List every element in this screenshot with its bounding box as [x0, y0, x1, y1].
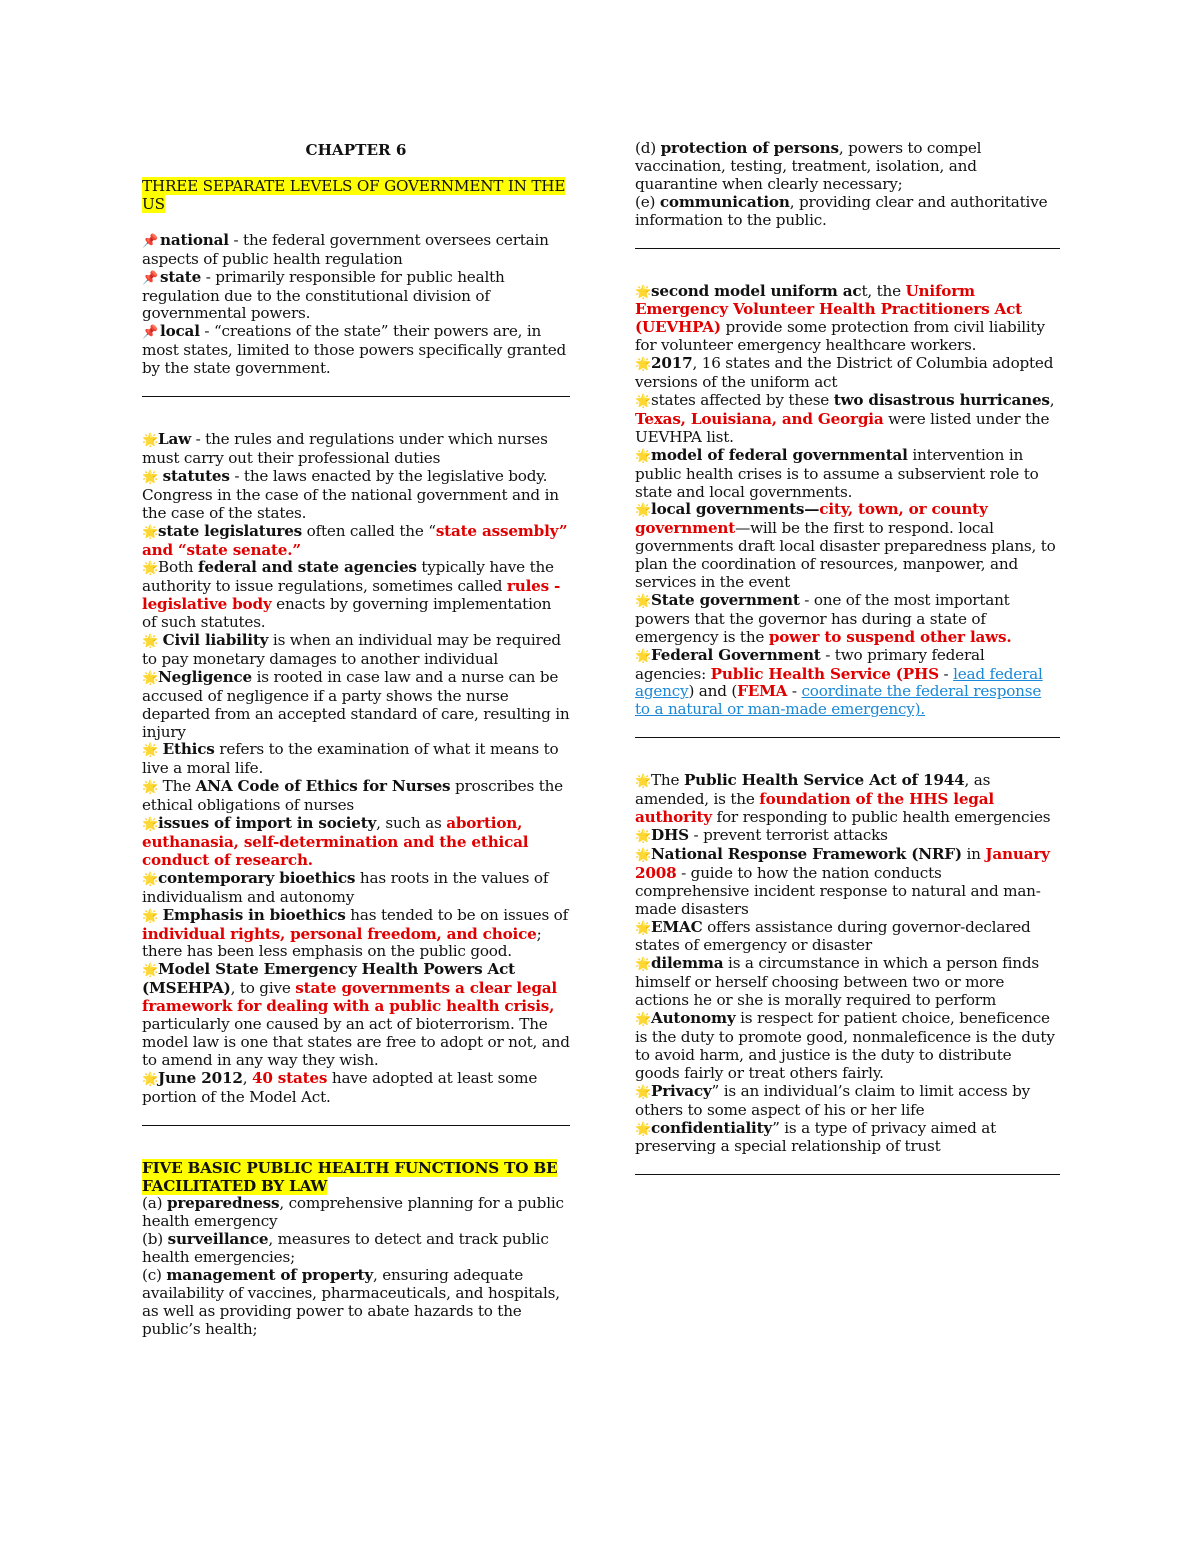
- pushpin-icon: 📌: [142, 325, 158, 341]
- bullet-autonomy: 🌟Autonomy is respect for patient choice, beneficence is the duty to promote good, nonmaleficence is the duty to avoid harm, and justice is the duty to distribute goods fairly or treat others fairly.: [635, 1009, 1055, 1082]
- star-icon: 🌟: [142, 433, 158, 449]
- star-icon: 🌟: [142, 561, 158, 577]
- bullet-june-2012: 🌟June 2012, 40 states have adopted at least some portion of the Model Act.: [142, 1068, 538, 1106]
- pushpin-icon: 📌: [142, 233, 158, 249]
- bullet-privacy: 🌟Privacy” is an individual’s claim to limit access by others to some aspect of his or her life: [635, 1081, 1031, 1119]
- star-icon: 🌟: [142, 743, 158, 759]
- bullet-dilemma: 🌟dilemma is a circumstance in which a person finds himself or herself choosing between two or more actions he or she is morally required to perform: [635, 954, 1039, 1010]
- section-heading-functions: FIVE BASIC PUBLIC HEALTH FUNCTIONS TO BE FACILITATED BY LAW: [142, 1158, 558, 1195]
- star-icon: 🌟: [635, 284, 651, 300]
- bullet-emac: 🌟EMAC offers assistance during governor-declared states of emergency or disaster: [635, 917, 1031, 955]
- fema-coordinate-link[interactable]: coordinate the federal response to a natural or man-made emergency).: [635, 682, 1042, 719]
- lead-federal-agency-link[interactable]: lead federal agency: [635, 664, 1043, 701]
- bullet-state-legislatures: 🌟state legislatures often called the “state assembly” and “state senate.”: [142, 521, 568, 559]
- star-icon: 🌟: [635, 593, 651, 609]
- star-icon: 🌟: [635, 847, 651, 863]
- star-icon: 🌟: [142, 634, 158, 650]
- function-a: (a) preparedness, comprehensive planning for a public health emergency: [142, 1194, 564, 1231]
- bullet-uevhpa: 🌟second model uniform act, the Uniform Emergency Volunteer Health Practitioners Act (UEVHPA) provide some protection from civil liability for volunteer emergency healthcare workers.: [635, 281, 1045, 355]
- pushpin-icon: 📌: [142, 270, 158, 286]
- bullet-emphasis: 🌟 Emphasis in bioethics has tended to be on issues of individual rights, personal freedom, and choice; there has been less emphasis on the public good.: [142, 905, 569, 961]
- star-icon: 🌟: [142, 871, 158, 887]
- divider: [142, 1125, 570, 1126]
- star-icon: 🌟: [635, 357, 651, 373]
- level-state: 📌 state - primarily responsible for public health regulation due to the constitutional division of governmental powers.: [142, 267, 505, 323]
- divider: [635, 737, 1060, 738]
- star-icon: 🌟: [142, 908, 158, 924]
- star-icon: 🌟: [635, 1012, 651, 1028]
- star-icon: 🌟: [635, 774, 651, 790]
- star-icon: 🌟: [635, 503, 651, 519]
- function-c: (c) management of property, ensuring adequate availability of vaccines, pharmaceuticals, and hospitals, as well as providing power to abate hazards to the public’s health;: [142, 1266, 560, 1338]
- section-heading-levels: THREE SEPARATE LEVELS OF GOVERNMENT IN THE US: [142, 177, 566, 213]
- bullet-federal-model: 🌟model of federal governmental intervention in public health crises is to assume a subservient role to state and local governments.: [635, 445, 1039, 501]
- bullet-agencies: 🌟Both federal and state agencies typically have the authority to issue regulations, sometimes called rules -legislative body enacts by governing implementation of such statutes.: [142, 558, 561, 632]
- star-icon: 🌟: [635, 1121, 651, 1137]
- bullet-phs-act: 🌟The Public Health Service Act of 1944, as amended, is the foundation of the HHS legal authority for responding to public health emergencies: [635, 771, 1051, 827]
- star-icon: 🌟: [635, 393, 651, 409]
- bullet-law: 🌟Law - the rules and regulations under which nurses must carry out their professional duties: [142, 430, 548, 467]
- bullet-confidentiality: 🌟confidentiality” is a type of privacy aimed at preserving a special relationship of trust: [635, 1118, 997, 1156]
- bullet-2017: 🌟2017, 16 states and the District of Columbia adopted versions of the uniform act: [635, 354, 1054, 392]
- star-icon: 🌟: [142, 524, 158, 540]
- star-icon: 🌟: [142, 817, 158, 833]
- bullet-issues: 🌟issues of import in society, such as abortion, euthanasia, self-determination and the ethical conduct of research.: [142, 814, 529, 869]
- bullet-bioethics: 🌟contemporary bioethics has roots in the values of individualism and autonomy: [142, 868, 549, 906]
- divider: [635, 248, 1060, 249]
- star-icon: 🌟: [635, 957, 651, 973]
- bullet-negligence: 🌟Negligence is rooted in case law and a nurse can be accused of negligence if a party shows the nurse departed from an accepted standard of care, resulting in injury: [142, 667, 570, 741]
- bullet-federal-government: 🌟Federal Government - two primary federal agencies: Public Health Service (PHS - lead federal agency) and (FEMA - coordinate the federal response to a natural or man-made emergency).: [635, 645, 1043, 719]
- star-icon: 🌟: [142, 670, 158, 686]
- chapter-title: CHAPTER 6: [305, 141, 407, 159]
- function-d: (d) protection of persons, powers to compel vaccination, testing, treatment, isolation, and quarantine when clearly necessary;: [635, 139, 982, 193]
- star-icon: 🌟: [635, 829, 651, 844]
- divider: [142, 396, 570, 397]
- level-local: 📌 local - “creations of the state” their powers are, in most states, limited to those powers specifically granted by the state government.: [142, 322, 567, 378]
- function-b: (b) surveillance, measures to detect and track public health emergencies;: [142, 1230, 549, 1267]
- bullet-hurricanes: 🌟states affected by these two disastrous hurricanes, Texas, Louisiana, and Georgia were listed under the UEVHPA list.: [635, 390, 1055, 446]
- star-icon: 🌟: [142, 469, 158, 485]
- bullet-civil-liability: 🌟 Civil liability is when an individual may be required to pay monetary damages to another individual: [142, 631, 561, 668]
- bullet-nrf: 🌟National Response Framework (NRF) in January 2008 - guide to how the nation conducts comprehensive incident response to natural and man-made disasters: [635, 844, 1050, 918]
- left-column: [142, 140, 570, 1339]
- bullet-ana-code: 🌟 The ANA Code of Ethics for Nurses proscribes the ethical obligations of nurses: [142, 777, 563, 815]
- star-icon: 🌟: [142, 963, 158, 979]
- function-e: (e) communication, providing clear and authoritative information to the public.: [635, 192, 1048, 229]
- star-icon: 🌟: [142, 1071, 158, 1087]
- bullet-statutes: 🌟 statutes - the laws enacted by the legislative body. Congress in the case of the national government and in the case of the states.: [142, 466, 559, 522]
- bullet-dhs: 🌟DHS - prevent terrorist attacks: [635, 826, 888, 844]
- right-column: [635, 140, 1060, 1209]
- divider: [635, 1174, 1060, 1175]
- star-icon: 🌟: [635, 648, 651, 664]
- star-icon: 🌟: [635, 1084, 651, 1100]
- bullet-msehpa: 🌟Model State Emergency Health Powers Act (MSEHPA), to give state governments a clear legal framework for dealing with a public health crisis, particularly one caused by an act of bioterrorism. The model law is one that states are free to adopt or not, and to amend in any way they wish.: [142, 960, 570, 1069]
- star-icon: 🌟: [635, 920, 651, 936]
- level-national: 📌 national - the federal government oversees certain aspects of public health regulation: [142, 230, 549, 268]
- star-icon: 🌟: [142, 780, 158, 796]
- star-icon: 🌟: [635, 448, 651, 464]
- bullet-local-governments: 🌟local governments—city, town, or county government—will be the first to respond. local governments draft local disaster preparedness plans, to plan the coordination of resources, manpower, and services in the event: [635, 500, 1056, 592]
- bullet-state-government: 🌟State government - one of the most important powers that the governor has during a state of emergency is the power to suspend other laws.: [635, 590, 1012, 646]
- bullet-ethics: 🌟 Ethics refers to the examination of what it means to live a moral life.: [142, 740, 559, 778]
